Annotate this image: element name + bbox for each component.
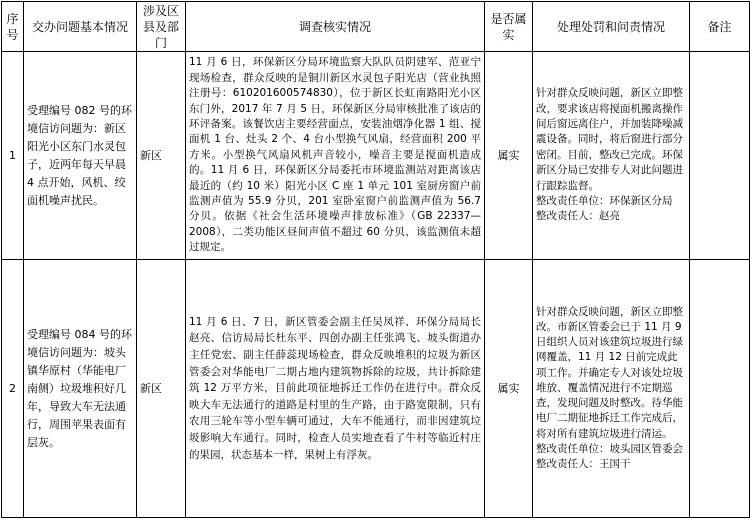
cell-basic: 受理编号 082 号的环境信访问题为：新区阳光小区东门水灵包子，近两年每天早晨 4 点开始，风机、绞面机噪声扰民。 [24,52,137,260]
inspection-table [1,1,750,518]
handling-text: 针对群众反映问题，新区立即整改，要求该店将搅面机搬离操作间后窗远离住户，并加装降噪减震设备。同时，将后窗进行部分密闭。目前，整改已完成。环保新区分局已安排专人对此问题进行跟踪监督。 [536,87,683,192]
cell-basic: 受理编号 084 号的环境信访问题为：坡头镇华原村（华能电厂南侧）垃圾堆积好几年，导致大车无法通行，周围苹果表面有层灰。 [24,260,137,518]
header-handling: 处理处罚和问责情况 [533,2,690,52]
header-row [2,2,750,52]
header-basic: 交办问题基本情况 [24,2,137,52]
header-area: 涉及区县及部门 [137,2,186,52]
responsible-person: 整改责任人：王国干 [536,457,631,470]
cell-verified: 属实 [485,52,533,260]
cell-handling [533,52,690,260]
cell-findings: 11 月 6 日、7 日，新区管委会副主任吴凤祥、环保分局局长赵亮、信访局局长杜东平、四创办副主任张鸿飞、坡头街道办主任党宏、副主任薛蕊现场检查，群众反映堆积的垃圾为新区管委会对华能电厂二期占地内建筑物拆除的垃圾，共计拆除建筑 12 万平方米，目前此项征地拆迁工作仍在进行中。群众反映大车无法通行的道路是村里的生产路，由于路宽限制，只有农用三轮车等小型车辆可通过，大车不能通行，而非因建筑垃圾影响大车通行。同时，检查人员实地查看了牛村等临近村庄的果园，状态基本一样，果树上有浮灰。 [186,260,485,518]
responsible-unit: 整改责任单位：坡头园区管委会 [536,442,683,455]
cell-handling [533,260,690,518]
cell-remarks [690,52,750,260]
cell-area: 新区 [137,260,186,518]
responsible-unit: 整改责任单位：环保新区分局 [536,195,673,208]
header-remarks: 备注 [690,2,750,52]
cell-no: 1 [2,52,24,260]
table-row [2,52,750,260]
responsible-person: 整改责任人：赵亮 [536,210,620,223]
header-no: 序号 [2,2,24,52]
header-verified: 是否属实 [485,2,533,52]
table-row [2,260,750,518]
cell-findings: 11 月 6 日，环保新区分局环境监察大队队员阴建军、范亚宁现场检查，群众反映的是铜川新区水灵包子阳光店（营业执照注册号：610201600574830），位于新区长虹南路阳光小区东门外，2017 年 7 月 5 日，环保新区分局审核批准了该店的环评备案。该餐饮店主要经营面点，安装油烟净化器 1 组、搅面机 1 台、灶头 2 个、4 台小型换气风扇，经营面积 200 平方米。小型换气风扇风机声音较小，噪音主要是搅面机造成的。11 月 6 日，环保新区分局委托市环境监测站对距离该店最近的（约 10 米）阳光小区 C 座 1 单元 101 室厨房窗户前监测声值为 55.9 分贝，201 室卧室窗户前监测声值为 56.7 分贝。依据《社会生活环境噪声排放标准》（GB 22337—2008），二类功能区昼间声值不超过 60 分贝，该监测值未超过规定。 [186,52,485,260]
cell-area: 新区 [137,52,186,260]
cell-verified: 属实 [485,260,533,518]
handling-text: 针对群众反映问题，新区立即整改。市新区管委会已于 11 月 9 日组织人员对该建筑垃圾进行绿网覆盖，11 月 12 日前完成此项工作。并确定专人对该处垃圾堆放、覆盖情况进行不定期巡查，发现问题及时整改。待华能电厂二期征地拆迁工作完成后，将对所有建筑垃圾进行清运。 [536,305,683,440]
cell-remarks [690,260,750,518]
header-findings: 调查核实情况 [186,2,485,52]
cell-no: 2 [2,260,24,518]
